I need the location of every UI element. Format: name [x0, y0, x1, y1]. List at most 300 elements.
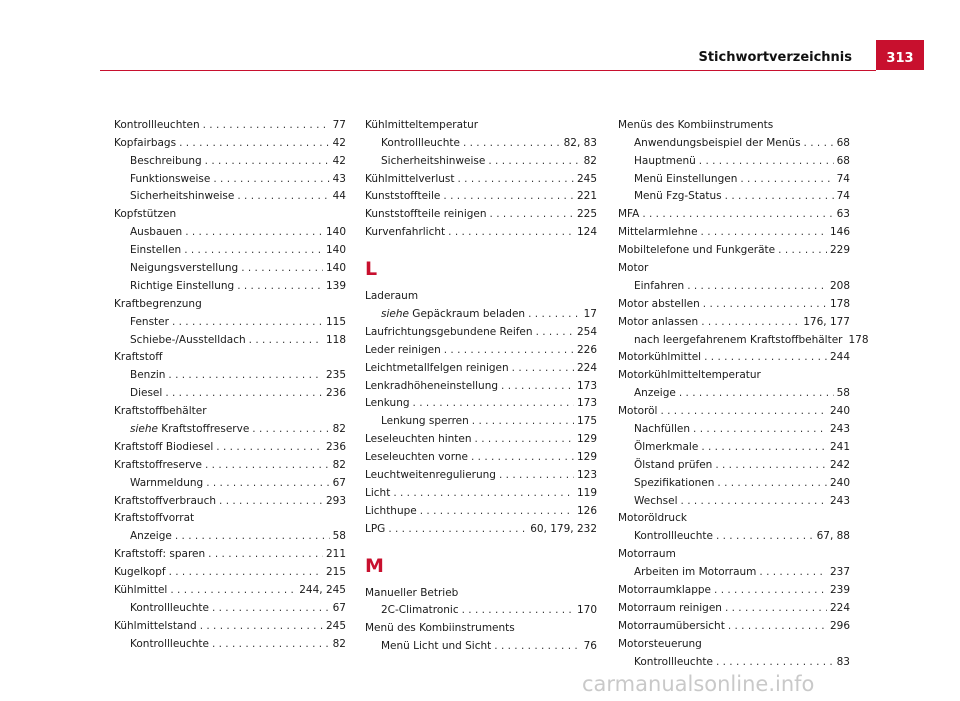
index-entry [365, 220, 597, 238]
dot-leader [458, 173, 574, 185]
index-entry [618, 614, 850, 632]
entry-term: Einfahren [634, 279, 685, 292]
page-reference: 118 [325, 333, 346, 346]
dot-leader [804, 137, 834, 149]
entry-term: Nachfüllen [634, 423, 691, 436]
index-subentry [114, 381, 346, 399]
entry-term: 2C-Climatronic [381, 604, 459, 617]
dot-leader [169, 566, 323, 578]
index-entry [365, 499, 597, 517]
entry-term: Lenkung [365, 397, 410, 410]
index-entry [618, 542, 850, 560]
index-entry [114, 202, 346, 220]
entry-term: Arbeiten im Motorraum [634, 566, 757, 579]
entry-term: Diesel [130, 387, 163, 400]
entry-term: Beschreibung [130, 154, 202, 167]
index-entry [114, 489, 346, 507]
index-subentry [618, 417, 850, 435]
entry-term: Kontrollleuchte [634, 530, 713, 543]
page-number-badge: 313 [876, 40, 924, 70]
dot-leader [759, 566, 827, 578]
dot-leader [778, 244, 827, 256]
page-reference: 243 [829, 423, 850, 436]
dot-leader [494, 640, 580, 652]
index-subentry [114, 220, 346, 238]
dot-leader [701, 441, 827, 453]
index-subentry [114, 363, 346, 381]
dot-leader [212, 638, 330, 650]
entry-term: Neigungsverstellung [130, 262, 239, 275]
page-reference: 224 [576, 361, 597, 374]
entry-term: Ölmerkmale [634, 440, 699, 453]
entry-term: Kontrollleuchte [130, 637, 209, 650]
dot-leader [699, 155, 834, 167]
entry-term: Kraftstoff: sparen [114, 548, 206, 561]
index-subentry [618, 489, 850, 507]
page-reference: 237 [829, 566, 850, 579]
entry-term: Menü Fzg-Status [634, 190, 722, 203]
page-reference: 67, 88 [816, 530, 850, 543]
dot-leader [170, 584, 296, 596]
index-entry [114, 614, 346, 632]
entry-term: Kraftstoffbehälter [114, 405, 207, 418]
entry-term: Motor anlassen [618, 315, 699, 328]
page-reference: 296 [829, 619, 850, 632]
dot-leader [501, 380, 574, 392]
dot-leader [252, 423, 329, 435]
index-subentry [365, 149, 597, 167]
entry-term: Kühlmitteltemperatur [365, 118, 479, 131]
index-entry [114, 131, 346, 149]
entry-term: Anzeige [634, 387, 676, 400]
entry-term: Funktionsweise [130, 172, 211, 185]
header-rule [100, 70, 876, 71]
entry-term: Schiebe-/Ausstelldach [130, 333, 246, 346]
page-reference: 236 [325, 387, 346, 400]
index-subentry [114, 310, 346, 328]
index-subentry [365, 599, 597, 617]
dot-leader [642, 208, 833, 220]
index-subentry [114, 185, 346, 203]
index-entry [618, 632, 850, 650]
entry-term: Kraftstoffverbrauch [114, 494, 217, 507]
entry-term: Kopfstützen [114, 208, 177, 221]
index-entry [365, 320, 597, 338]
dot-leader [213, 173, 329, 185]
dot-leader [693, 423, 827, 435]
index-entry [365, 185, 597, 203]
page-reference: 67 [332, 476, 346, 489]
dot-leader [701, 226, 827, 238]
page-reference: 239 [829, 584, 850, 597]
page-reference: 129 [576, 433, 597, 446]
index-column-1 [114, 113, 346, 650]
index-entry [365, 481, 597, 499]
dot-leader [172, 316, 323, 328]
index-entry [618, 310, 850, 328]
page-reference: 43 [332, 172, 346, 185]
index-entry [114, 578, 346, 596]
page-reference: 74 [836, 172, 850, 185]
entry-term: Laderaum [365, 290, 419, 303]
page-reference: 254 [576, 325, 597, 338]
index-entry [365, 581, 597, 599]
page-reference: 221 [576, 190, 597, 203]
dot-leader [488, 155, 580, 167]
index-column-3 [618, 113, 869, 668]
index-entry [365, 463, 597, 481]
dot-leader [472, 415, 574, 427]
entry-term: Anwendungsbeispiel der Menüs [634, 136, 801, 149]
page-reference: 139 [325, 279, 346, 292]
dot-leader [444, 344, 574, 356]
page-reference: 126 [576, 504, 597, 517]
index-entry [618, 113, 850, 131]
dot-leader [175, 530, 330, 542]
entry-term: Motor [618, 262, 649, 275]
index-entry [365, 374, 597, 392]
dot-leader [704, 351, 827, 363]
entry-term: Lenkradhöheneinstellung [365, 379, 499, 392]
index-letter-heading: L [365, 258, 378, 281]
entry-term: Lenkung sperren [381, 415, 469, 428]
dot-leader [512, 362, 574, 374]
page-header [0, 40, 960, 70]
index-entry [114, 113, 346, 131]
entry-term: Laufrichtungsgebundene Reifen [365, 325, 533, 338]
index-entry [618, 256, 850, 274]
index-subentry [114, 167, 346, 185]
index-entry [618, 220, 850, 238]
entry-term: Sicherheitshinweise [130, 190, 235, 203]
entry-term: Wechsel [634, 494, 678, 507]
dot-leader [717, 477, 827, 489]
entry-term: Spezifikationen [634, 476, 715, 489]
index-subentry [114, 328, 346, 346]
dot-leader [205, 155, 330, 167]
page-reference: 82 [583, 154, 597, 167]
dot-leader [499, 469, 574, 481]
index-entry [365, 284, 597, 302]
entry-term: Ausbauen [130, 226, 183, 239]
entry-term: Kugelkopf [114, 566, 166, 579]
page-reference: 42 [332, 154, 346, 167]
index-entry [365, 445, 597, 463]
entry-term: Benzin [130, 369, 166, 382]
entry-term: Licht [365, 486, 391, 499]
dot-leader [679, 387, 834, 399]
dot-leader [185, 226, 323, 238]
page-reference: 140 [325, 262, 346, 275]
index-entry [618, 578, 850, 596]
entry-term: Menüs des Kombiinstruments [618, 118, 774, 131]
entry-term [130, 423, 249, 435]
dot-leader [475, 433, 574, 445]
entry-term: Leuchtweitenregulierung [365, 469, 496, 482]
index-subentry [114, 238, 346, 256]
index-subentry [365, 409, 597, 427]
entry-term: Menü Einstellungen [634, 172, 738, 185]
see-reference: siehe [130, 423, 158, 436]
index-entry [114, 453, 346, 471]
entry-term: Fenster [130, 315, 169, 328]
page-reference: 243 [829, 494, 850, 507]
index-entry [365, 356, 597, 374]
dot-leader [241, 262, 323, 274]
page-reference: 245 [576, 172, 597, 185]
entry-term: LPG [365, 522, 386, 535]
entry-term: Leichtmetallfelgen reinigen [365, 361, 509, 374]
entry-term: Einstellen [130, 244, 182, 257]
index-subentry [618, 560, 850, 578]
index-subentry [618, 453, 850, 471]
index-subentry [618, 435, 850, 453]
page-reference: 140 [325, 226, 346, 239]
dot-leader [715, 459, 827, 471]
dot-leader [168, 369, 323, 381]
entry-term: Motorraumübersicht [618, 619, 725, 632]
entry-term: Motor abstellen [618, 297, 700, 310]
dot-leader [528, 308, 581, 320]
dot-leader [443, 190, 574, 202]
index-entry [365, 616, 597, 634]
index-entry [618, 596, 850, 614]
index-entry [365, 167, 597, 185]
entry-term: Richtige Einstellung [130, 279, 235, 292]
index-entry [618, 346, 850, 364]
dot-leader [462, 604, 574, 616]
entry-term: Kunststoffteile reinigen [365, 208, 487, 221]
page-reference: 224 [829, 601, 850, 614]
page-reference: 173 [576, 397, 597, 410]
page-reference: 178 [848, 333, 869, 346]
entry-term: Motorraum [618, 548, 676, 561]
page-reference: 76 [583, 640, 597, 653]
page-reference: 17 [583, 308, 597, 321]
index-subentry [618, 650, 850, 668]
page-reference: 229 [829, 244, 850, 257]
entry-term: Kunststoffteile [365, 190, 441, 203]
entry-term: Kühlmittel [114, 584, 168, 597]
entry-term: Menü des Kombiinstruments [365, 622, 515, 635]
dot-leader [200, 620, 323, 632]
entry-term: Kontrollleuchten [114, 118, 200, 131]
index-entry [365, 338, 597, 356]
index-entry [365, 113, 597, 131]
index-entry [114, 399, 346, 417]
page-reference: 211 [325, 548, 346, 561]
index-subentry [114, 524, 346, 542]
page-reference: 82 [332, 423, 346, 436]
index-subentry [114, 274, 346, 292]
see-target: Gepäckraum beladen [408, 308, 526, 321]
page-reference: 58 [332, 530, 346, 543]
index-subentry [365, 302, 597, 320]
page-reference: 115 [325, 315, 346, 328]
entry-term: Kontrollleuchte [130, 601, 209, 614]
page-reference: 60, 179, 232 [530, 522, 597, 535]
entry-term: Anzeige [130, 530, 172, 543]
entry-term: Kraftstoffvorrat [114, 512, 195, 525]
dot-leader [208, 548, 323, 560]
page-reference: 67 [332, 601, 346, 614]
dot-leader [728, 620, 827, 632]
index-subentry [618, 185, 850, 203]
page-reference: 240 [829, 476, 850, 489]
watermark: carmanualsonline.info [582, 672, 815, 696]
entry-term: Kraftbegrenzung [114, 297, 202, 310]
page-reference: 58 [836, 387, 850, 400]
entry-term: Manueller Betrieb [365, 586, 459, 599]
entry-term: Leder reinigen [365, 343, 441, 356]
page-reference: 119 [576, 486, 597, 499]
index-entry [618, 363, 850, 381]
entry-term: Leseleuchten hinten [365, 433, 472, 446]
entry-term: Motorraum reinigen [618, 601, 722, 614]
index-column-2 [365, 113, 597, 652]
index-entry [618, 507, 850, 525]
page-reference: 244, 245 [299, 584, 346, 597]
index-entry [365, 392, 597, 410]
dot-leader [740, 173, 833, 185]
page-reference: 226 [576, 343, 597, 356]
index-subentry [114, 471, 346, 489]
index-subentry [618, 328, 869, 346]
page-reference: 82 [332, 637, 346, 650]
dot-leader [219, 495, 323, 507]
entry-term: Kraftstoffreserve [114, 458, 202, 471]
page-reference: 208 [829, 279, 850, 292]
dot-leader [206, 477, 329, 489]
dot-leader [490, 208, 574, 220]
entry-term: Leseleuchten vorne [365, 451, 468, 464]
page-reference: 129 [576, 451, 597, 464]
dot-leader [179, 137, 330, 149]
page-reference: 236 [325, 440, 346, 453]
dot-leader [463, 137, 561, 149]
entry-term: Hauptmenü [634, 154, 696, 167]
entry-term [381, 308, 525, 320]
index-subentry [618, 274, 850, 292]
page-reference: 82 [332, 458, 346, 471]
page-reference: 244 [829, 351, 850, 364]
index-subentry [618, 149, 850, 167]
entry-term: Mittelarmlehne [618, 226, 698, 239]
dot-leader [448, 226, 574, 238]
entry-term: Lichthupe [365, 504, 417, 517]
entry-term: Motoröl [618, 405, 658, 418]
entry-term: Motoröldruck [618, 512, 687, 525]
dot-leader [660, 405, 827, 417]
dot-leader [237, 190, 329, 202]
page-reference: 83 [836, 655, 850, 668]
index-entry [618, 238, 850, 256]
page-reference: 215 [325, 566, 346, 579]
entry-term: Warnmeldung [130, 476, 204, 489]
dot-leader [249, 334, 323, 346]
entry-term: Kraftstoff [114, 351, 163, 364]
page-reference: 242 [829, 458, 850, 471]
page-reference: 176, 177 [803, 315, 850, 328]
index-subentry [365, 131, 597, 149]
entry-term: Mobiltelefone und Funkgeräte [618, 244, 776, 257]
dot-leader [237, 280, 323, 292]
entry-term: Kurvenfahrlicht [365, 226, 446, 239]
dot-leader [165, 387, 323, 399]
page-reference: 293 [325, 494, 346, 507]
entry-term: Kühlmittelstand [114, 619, 197, 632]
index-entry [618, 399, 850, 417]
entry-term: MFA [618, 208, 640, 221]
dot-leader [413, 397, 574, 409]
entry-term: Motorkühlmitteltemperatur [618, 369, 761, 382]
index-entry [114, 542, 346, 560]
index-subentry [114, 256, 346, 274]
page-reference: 74 [836, 190, 850, 203]
dot-leader [725, 602, 827, 614]
index-subentry [114, 417, 346, 435]
index-subentry [618, 167, 850, 185]
entry-term: nach leergefahrenem Kraftstoffbehälter [634, 333, 843, 346]
index-entry [114, 292, 346, 310]
index-subentry [618, 381, 850, 399]
index-subentry [114, 149, 346, 167]
index-entry [618, 292, 850, 310]
page-reference: 170 [576, 604, 597, 617]
page-reference: 124 [576, 226, 597, 239]
page-reference: 178 [829, 297, 850, 310]
entry-term: Kraftstoff Biodiesel [114, 440, 214, 453]
entry-term: Sicherheitshinweise [381, 154, 486, 167]
entry-term: Kontrollleuchte [634, 655, 713, 668]
entry-term: Kopfairbags [114, 136, 177, 149]
entry-term: Menü Licht und Sicht [381, 640, 492, 653]
index-subentry [618, 131, 850, 149]
page-reference: 44 [332, 190, 346, 203]
page-reference: 173 [576, 379, 597, 392]
index-entry [365, 427, 597, 445]
page-reference: 240 [829, 405, 850, 418]
page-reference: 245 [325, 619, 346, 632]
dot-leader [205, 459, 330, 471]
index-subentry [365, 634, 597, 652]
index-subentry [618, 471, 850, 489]
page-reference: 123 [576, 469, 597, 482]
entry-term: Motorraumklappe [618, 584, 712, 597]
entry-term: Kühlmittelverlust [365, 172, 455, 185]
dot-leader [184, 244, 323, 256]
index-letter-heading: M [365, 554, 384, 577]
entry-term: Kontrollleuchte [381, 136, 460, 149]
dot-leader [714, 584, 827, 596]
page-reference: 235 [325, 369, 346, 382]
index-entry [618, 202, 850, 220]
page-reference: 175 [576, 415, 597, 428]
index-subentry [114, 596, 346, 614]
entry-term: Motorkühlmittel [618, 351, 702, 364]
index-subentry [114, 632, 346, 650]
page-reference: 140 [325, 244, 346, 257]
index-entry [114, 507, 346, 525]
page-reference: 68 [836, 154, 850, 167]
page-reference: 63 [836, 208, 850, 221]
dot-leader [471, 451, 574, 463]
page-reference: 77 [332, 118, 346, 131]
dot-leader [703, 298, 827, 310]
dot-leader [212, 602, 330, 614]
dot-leader [203, 119, 330, 131]
dot-leader [725, 190, 834, 202]
